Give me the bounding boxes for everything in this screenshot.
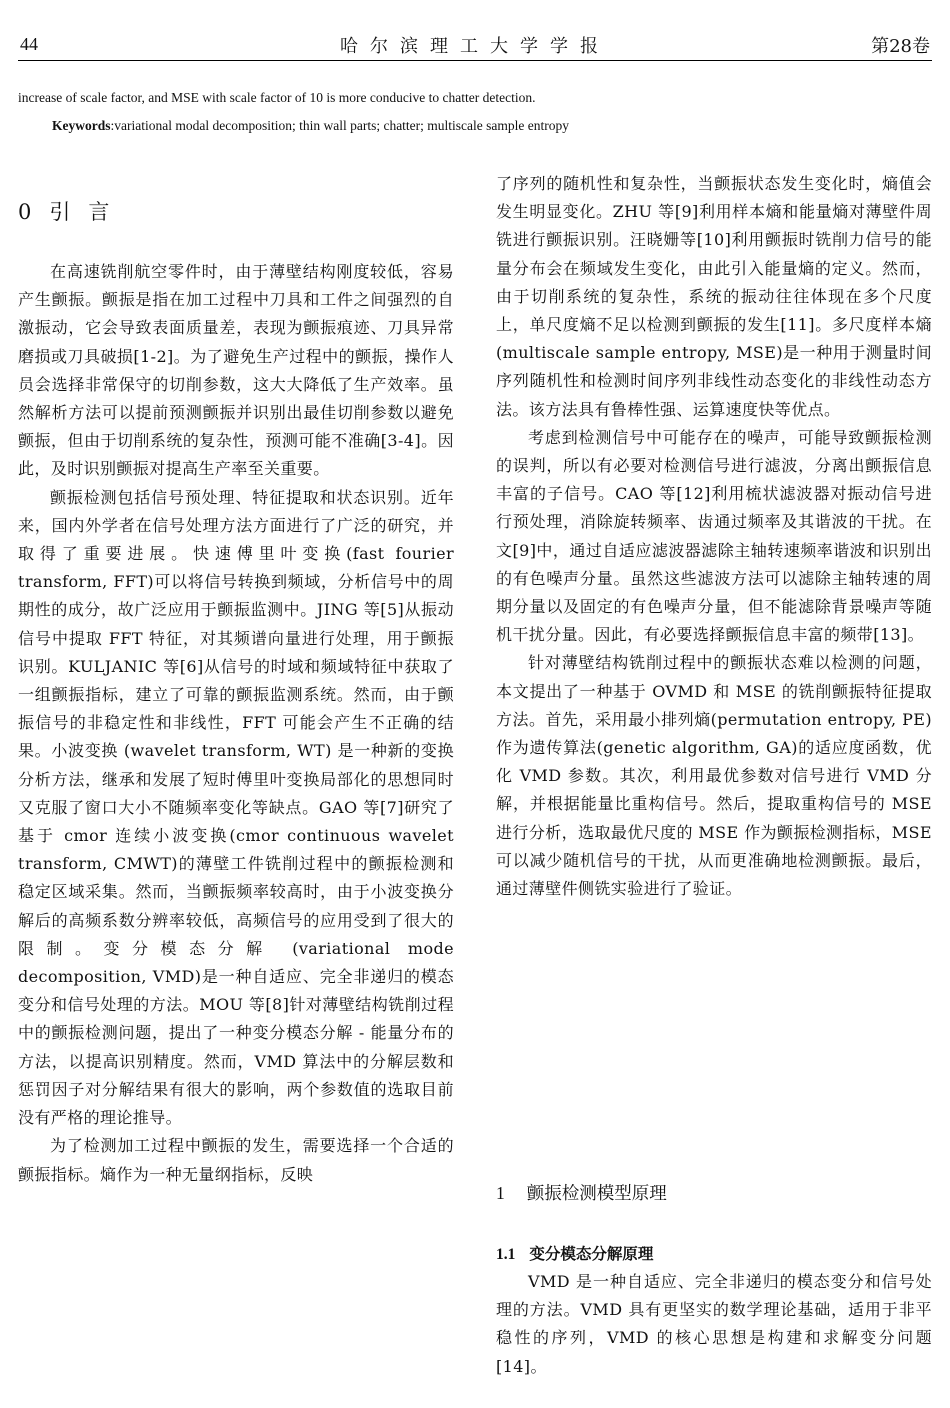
paragraph-3-start: 为了检测加工过程中颤振的发生，需要选择一个合适的颤振指标。熵作为一种无量纲指标，反映: [18, 1136, 454, 1184]
section-0-heading: [18, 196, 127, 226]
page-number: 44: [20, 34, 38, 54]
keywords-text: :variational modal decomposition; thin wall parts; chatter; multiscale sample entropy: [110, 118, 570, 133]
running-header: [18, 30, 932, 61]
section-1-1-heading: [496, 1242, 653, 1264]
paragraph-3-cont: 了序列的随机性和复杂性，当颤振状态发生变化时，熵值会发生明显变化。ZHU 等[9]利用样本熵和能量熵对薄壁件周铣进行颤振识别。汪晓姗等[10]利用颤振时铣削力信号的能量分布会在频域发生变化，由此引入能量熵的定义。然而，由于切削系统的复杂性，系统的振动往往体现在多个尺度上，单尺度熵不足以检测到颤振的发生[11]。多尺度样本熵(multiscale sample entropy, MSE)是一种用于测量时间序列随机性和检测时间序列非线性动态变化的非线性动态方法。该方法具有鲁棒性强、运算速度快等优点。: [496, 174, 932, 419]
keywords-label: Keywords: [52, 118, 111, 133]
paragraph-4: 考虑到检测信号中可能存在的噪声，可能导致颤振检测的误判，所以有必要对检测信号进行滤波，分离出颤振信息丰富的子信号。CAO 等[12]利用梳状滤波器对振动信号进行预处理，消除旋转频率、齿通过频率及其谐波的干扰。在文[9]中，通过自适应滤波器滤除主轴转速频率谐波和识别出的有色噪声分量。虽然这些滤波方法可以滤除主轴转速的周期分量以及固定的有色噪声分量，但不能滤除背景噪声等随机干扰分量。因此，有必要选择颤振信息丰富的频带[13]。: [496, 427, 932, 645]
section-1-heading: [496, 1180, 667, 1205]
paragraph-1: 在高速铣削航空零件时，由于薄壁结构刚度较低，容易产生颤振。颤振是指在加工过程中刀具和工件之间强烈的自激振动，它会导致表面质量差，表现为颤振痕迹、刀具异常磨损或刀具破损[1-2]。为了避免生产过程中的颤振，操作人员会选择非常保守的切削参数，这大大降低了生产效率。虽然解析方法可以提前预测颤振并识别出最佳切削参数以避免颤振，但由于切削系统的复杂性，预测可能不准确[3-4]。因此，及时识别颤振对提高生产率至关重要。: [18, 262, 454, 479]
journal-title: 哈尔滨理工大学学报: [340, 36, 610, 57]
section-1-number: 1: [496, 1183, 505, 1203]
section-0-title: 引言: [49, 200, 128, 224]
section-1-title: 颤振检测模型原理: [526, 1184, 667, 1204]
volume-label: 第28卷: [871, 36, 930, 57]
paragraph-2: 颤振检测包括信号预处理、特征提取和状态识别。近年来，国内外学者在信号处理方法方面进行了广泛的研究，并取得了重要进展。快速傅里叶变换(fast fourier transform, FFT)可以将信号转换到频域，分析信号中的周期性的成分，故广泛应用于颤振监测中。JING 等[5]从振动信号中提取 FFT 特征，对其频谱向量进行处理，用于颤振识别。KULJANIC 等[6]从信号的时域和频域特征中获取了一组颤振指标，建立了可靠的颤振监测系统。然而，由于颤振信号的非稳定性和非线性，FFT 可能会产生不正确的结果。小波变换 (wavelet transform, WT) 是一种新的变换分析方法，继承和发展了短时傅里叶变换局部化的思想同时又克服了窗口大小不随频率变化等缺点。GAO 等[7]研究了基于 cmor 连续小波变换(cmor continuous wavelet transform, CMWT)的薄壁工件铣削过程中的颤振检测和稳定区域采集。然而，当颤振频率较高时，由于小波变换分解后的高频系数分辨率较低，高频信号的应用受到了很大的限制。变分模态分解 (variational mode decomposition, VMD)是一种自适应、完全非递归的模态变分和信号处理的方法。MOU 等[8]针对薄壁结构铣削过程中的颤振检测问题，提出了一种变分模态分解 - 能量分布的方法，以提高识别精度。然而，VMD 算法中的分解层数和惩罚因子对分解结果有很大的影响，两个参数值的选取目前没有严格的理论推导。: [18, 487, 454, 1128]
paragraph-section-1-1: VMD 是一种自适应、完全非递归的模态变分和信号处理的方法。VMD 具有更坚实的数学理论基础，适用于非平稳性的序列，VMD 的核心思想是构建和求解变分问题[14]。: [496, 1272, 932, 1376]
section-1-1-title: 变分模态分解原理: [529, 1245, 654, 1263]
abstract-tail: increase of scale factor, and MSE with scale factor of 10 is more conducive to chatter detection.: [18, 90, 536, 105]
keywords: [52, 116, 932, 136]
paragraph-5: 针对薄壁结构铣削过程中的颤振状态难以检测的问题，本文提出了一种基于 OVMD 和 MSE 的铣削颤振特征提取方法。首先，采用最小排列熵(permutation entropy, PE)作为遗传算法(genetic algorithm, GA)的适应度函数，优化 VMD 参数。其次，利用最优参数对信号进行 VMD 分解，并根据能量比重构信号。然后，提取重构信号的 MSE 进行分析，选取最优尺度的 MSE 作为颤振检测指标，MSE 可以减少随机信号的干扰，从而更准确地检测颤振。最后，通过薄壁件侧铣实验进行了验证。: [496, 653, 932, 899]
section-1-1-number: 1.1: [496, 1246, 516, 1263]
section-0-number: 0: [18, 200, 32, 224]
